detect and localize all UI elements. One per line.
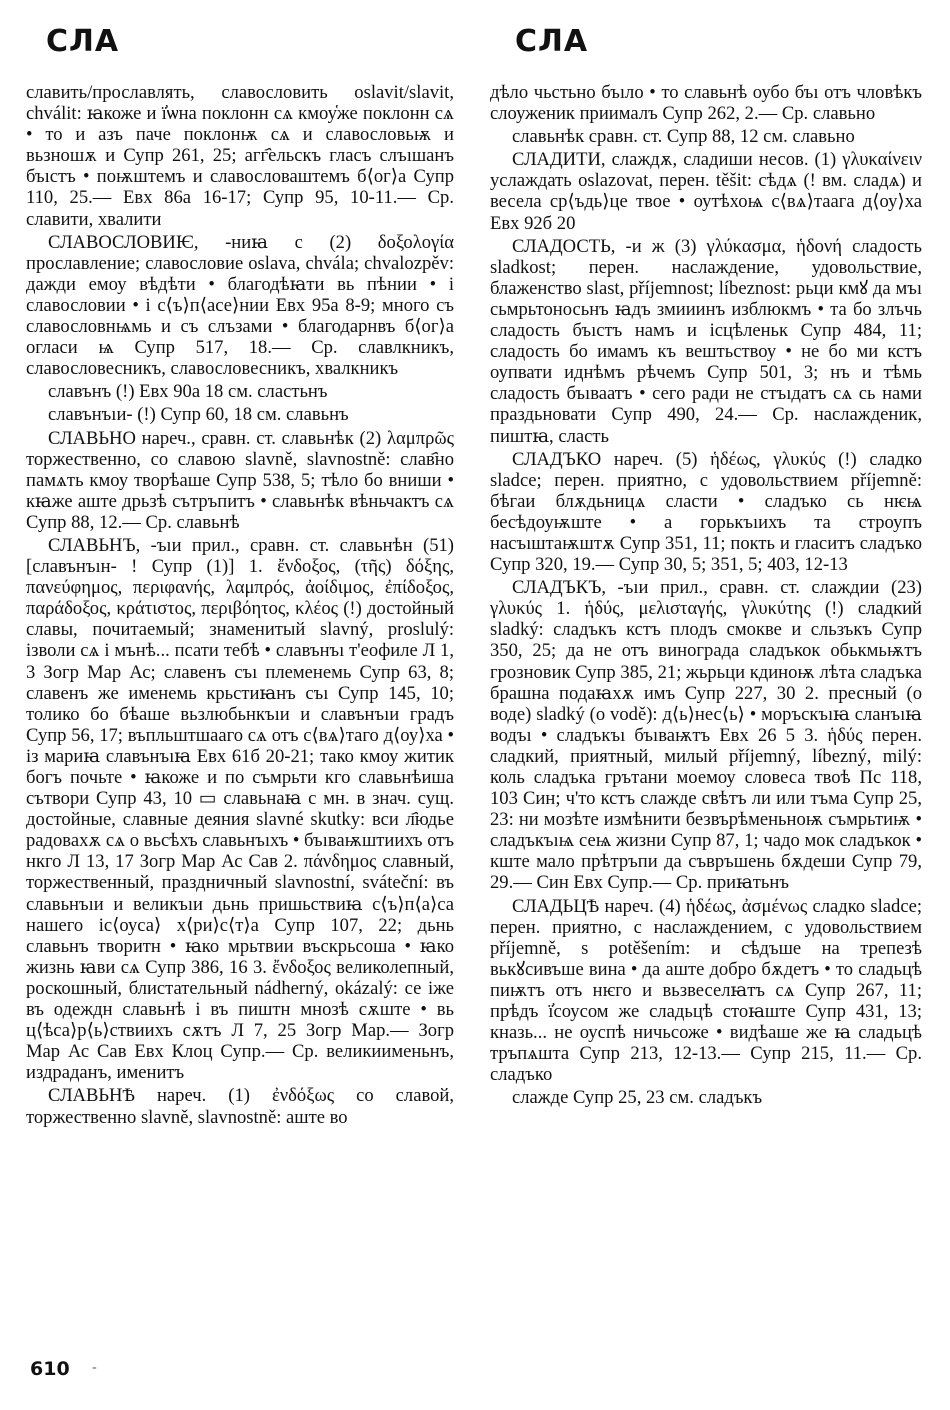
entry-slazhde: слажде Супр 25, 23 см. сладъкъ: [512, 1087, 763, 1109]
entry-sladost: СЛАДОСТЬ, -и ж (3) γλύκασμα, ἡδονή сладость sladkost; перен. наслаждение, удовольствие, блаженство slast, příjemnost; líbeznost: рьци кмꙋ да мъı сьмрьтоносьнъ ꙗдъ змииинъ изблюкмъ • та бо злъчь сладость бъıстъ намъ и ісцѣленьк Супр 484, 11; сладость бо имамъ къ вештьствоу • не бо ми кстъ оупвати иднѣмъ рѣчемъ Супр 501, 3; нъ и тѣмь сладость бъıваатъ • сего ради не стъıдатъ сѧ сь нами праздьновати Супр 490, 24.— Ср. наслажденик, пиштꙗ, сласть: [490, 235, 922, 447]
right-column: [490, 82, 922, 1111]
entry-sladiti: СЛАДИТИ, слаждѫ, сладиши несов. (1) γλυκαίνειν услаждать oslazovat, перен. těšit: сѣдѧ (! вм. сладѧ) и весела ср⟨ъдь⟩це твое • оутѣхоѩ с⟨вѧ⟩таага д⟨оу⟩ха Евх 92б 20: [490, 149, 922, 234]
entry-slavoslovie: СЛАВОСЛОВИѤ, -ниꙗ с (2) δοξολογία прославление; славословие oslava, chvála; chvalozpěv: дажди емоу вѣдѣти • благодѣꙗти вь пѣнии • і славословии • і с⟨ъ⟩п⟨асе⟩нии Евх 95а 8-9; много съ славословнѩмь и съ слъзами • благодарнвъ б⟨ог⟩а огласи ѩ Супр 517, 18.— Ср. славлкникъ, славословесникъ, славословесникъ, хвалкникъ: [26, 231, 454, 380]
entry-slavno: СЛАВЬНО нареч., сравн. ст. славьнѣк (2) λαμπρῶς торжественно, со славою slavně, slavnostně: слав҄но памѧть кмоу творѣаше Супр 538, 5; тѣло бо вниши • кꙗже аште дрьзѣ сътръпитъ • славьнѣк вѣньчактъ сѧ Супр 88, 12.— Ср. славьнѣ: [26, 427, 454, 533]
entry-slavnek: славьнѣк сравн. ст. Супр 88, 12 см. славьно: [512, 126, 855, 148]
entry-sladko: СЛАДЪКО нареч. (5) ἡδέως, γλυκύς (!) сладко sladce; перен. приятно, с удовольствием příjemně: бѣгаи блѫдьницѧ сласти • сладъко сь нѥѩ бесѣдоуѭште • а горькъıихъ та строупъ насъıштаѭштѫ Супр 351, 11; покть и гласитъ сладъко Супр 320, 19.— Супр 30, 5; 351, 5; 403, 12-13: [490, 448, 922, 576]
entry-slavn: СЛАВЬНЪ, -ъıи прил., сравн. ст. славьнѣн (51) [славънъıн- ! Супр (1)] 1. ἔνδοξος, (τῆς) δόξης, πανεύφημος, περιφανής, λαμπρός, ἀοίδιμος, ἐπίδοξος, παράδοξος, κράτιστος, περιβόητος, κλέος (!) достойный славы, почитаемый; знаменитый slavný, proslulý: ізволи сѧ і мънѣ... псати тебѣ • славънъı т'еофиле Л 1, 3 Зогр Мар Ас; славенъ съı племенемь Супр 63, 8; славенъ же именемь крьстиꙗнъ съı Супр 145, 10; толико бо бѣаше вьзлюбьнкъıи и славънъıи градъ Супр 56, 17; въпльштшааго сѧ отъ с⟨вѧ⟩таго д⟨оу⟩ха • із мариꙗ славънъıꙗ Евх 61б 20-21; тако кмоу житик богъ почьте • ꙗкоже и по съмрьти кго славьнѣиша сътвори Супр 43, 10 ▭ славьнаꙗ с мн. в знач. сущ. достойные, славные деяния slavné skutky: вси л҄юдье радовахѫ сѧ о вьсѣхъ славьнъıхъ • бъıваѭштиихъ отъ нкго Л 13, 17 Зогр Мар Ас Сав 2. πάνδημος славный, торжественный, праздничный slavnostní, sváteční: въ славьнъıи и великъıи дьнь пришьствиꙗ с⟨ъ⟩п⟨а⟩са нашего іс⟨оуса⟩ х⟨ри⟩с⟨т⟩а Супр 107, 22; дьнь славьнъ творитн • ꙗко мрьтвии въскрьсоша • ꙗко жизнь ꙗви сѧ Супр 386, 16 3. ἔνδοξος великолепный, роскошный, блистательный nádherný, okázalý: се іже въ одеждн славьнѣ і въ пиштн мнозѣ сѫште • вь ц⟨ѣса⟩р⟨ь⟩ствиихъ сѫтъ Л 7, 25 Зогр Мар.— Зогр Мар Ас Сав Евх Клоц Супр.— Ср. великиименьнъ, издраданъ, именитъ: [26, 534, 454, 1084]
running-head-left: СЛА: [46, 24, 120, 59]
entry-slaviti-cont: славить/прославлять, славословить oslavit/slavit, chválit: ꙗкоже и ї҆ѡна поклонн сѧ кмоу҅же поклонн сѧ • то и азъ паче поклонѭ сѧ и славословьѭ и вьзношѫ и Супр 261, 25; агг҄ельскъ гласъ слъıшанъ бъıстъ • поѭштемъ и славословаштемъ б⟨ог⟩а Супр 110, 25.— Евх 86а 16-17; Супр 95, 10-11.— Ср. славити, хвалити: [26, 82, 454, 230]
entry-slavne: СЛАВЬНѢ нареч. (1) ἐνδόξως со славой, торжественно slavně, slavnostně: аште во: [26, 1085, 454, 1128]
entry-sladk: СЛАДЪКЪ, -ъıи прил., сравн. ст. слаждии (23) γλυκύς 1. ἡδύς, μελισταγής, γλυκύτης (!) сладкий sladký: сладъкъ кстъ плодъ смокве и сльзъкъ Супр 350, 25; да не отъ винограда сладъкок обькмьѭтъ грозновик Супр 385, 21; жьрьци кдиноѭ лѣта сладъка брашна подаꙗхѫ имъ Супр 227, 30 2. пресный (о воде) sladký (o vodě): д⟨ь⟩нес⟨ь⟩ • моръскъıꙗ сланъıꙗ водъı • сладъкъı бъıваѭтъ Евх 26 5 3. ἡδύς перен. сладкий, приятный, милый příjemný, líbezný, milý: коль сладъка грътани моемоу словеса твоѣ Пс 118, 103 Син; ч'то кстъ слажде свѣтъ ли или тъма Супр 25, 23: ни мозѣте измѣнити безвърѣменьноѭ съмрьтиѭ • сладъкъıѩ сеѩ жизни Супр 87, 1; чадо мок сладъкок • кште мало прѣтръпи да съвръшень бѫдеши Супр 79, 29.— Син Евх Супр.— Ср. приꙗтьнъ: [490, 577, 922, 894]
page-mark: -: [92, 1360, 97, 1375]
entry-slavne-cont: дѣло чьстьно бъıло • то славьнѣ оубо бъı отъ чловѣкъ слоуженик приималъ Супр 262, 2.— Ср. славьно: [490, 82, 922, 125]
running-head-right: СЛА: [515, 24, 589, 59]
left-column: [26, 82, 454, 1130]
page-number: 610: [30, 1358, 70, 1380]
entry-slavanyi: славънъıи- (!) Супр 60, 18 см. славьнъ: [48, 404, 349, 426]
entry-slavan: славънъ (!) Евх 90а 18 см. сластьнъ: [48, 381, 328, 403]
entry-sladce: СЛАДЬЦѢ нареч. (4) ἡδέως, ἀσμένως сладко sladce; перен. приятно, с наслаждением, с удовольствием příjemně, s potěšením: и сѣдъше на трепезѣ вькꙋсивъше вина • да аште добро бѫдетъ • то сладьцѣ пиѭтъ отъ нѥго и вьзвеселꙗтъ сѧ Супр 267, 11; прѣдъ ї҆соусом же сладьцѣ стоꙗште Супр 431, 13; кназь... не оуспѣ ничьсоже • видѣаше же ꙗ сладьцѣ тръпѧшта Супр 213, 12-13.— Супр 215, 11.— Ср. сладъко: [490, 895, 922, 1086]
